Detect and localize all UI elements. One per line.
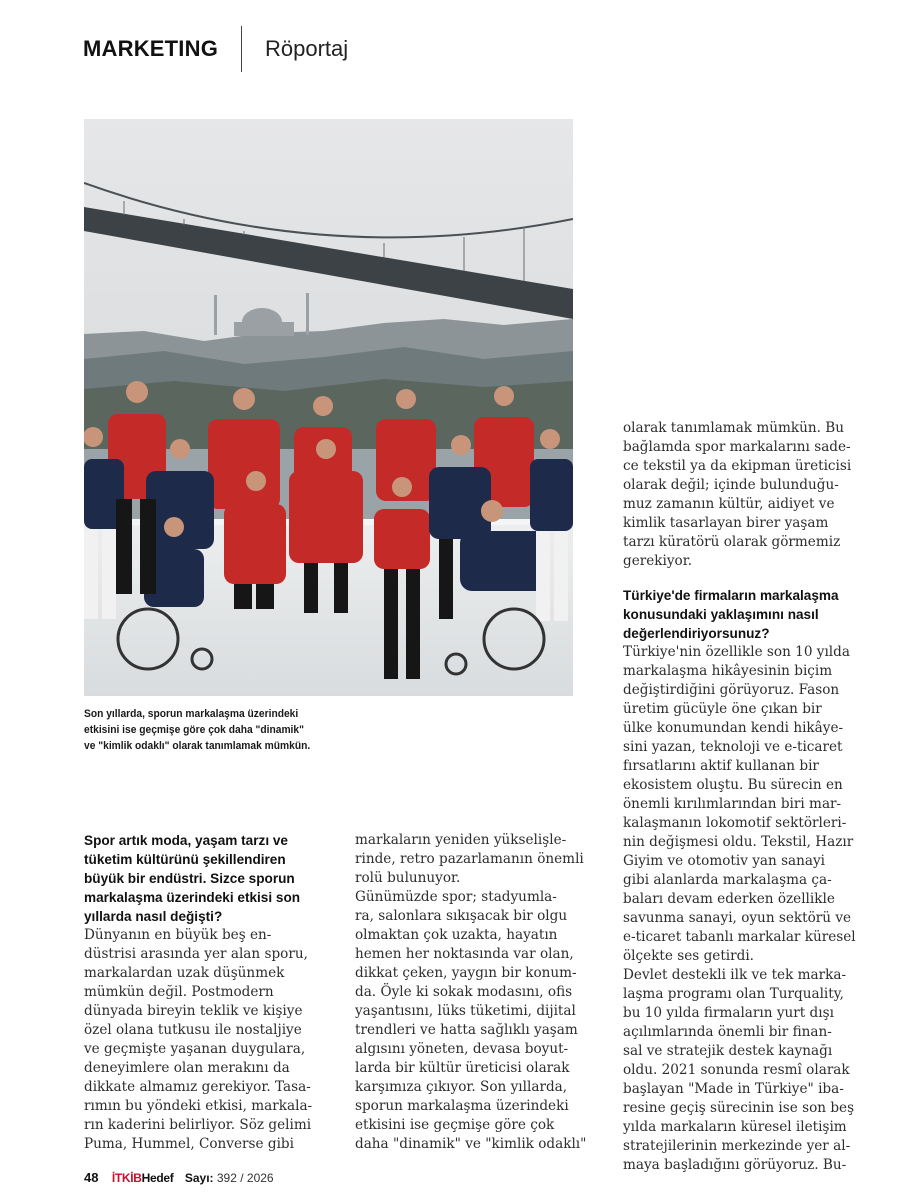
body-line: da. Öyle ki sokak modasını, ofis	[355, 984, 573, 1000]
photo-caption	[84, 706, 336, 754]
body-line: rımın bu yöndeki etkisi, markala-	[84, 1098, 313, 1114]
brand-suffix: Hedef	[141, 1171, 174, 1185]
body-line: başlayan "Made in Türkiye" iba-	[623, 1081, 844, 1097]
body-line: e-ticaret tabanlı markalar küresel	[623, 929, 856, 945]
body-line: muz zamanın kültür, aidiyet ve	[623, 496, 835, 512]
body-line: Devlet destekli ilk ve tek marka-	[623, 967, 847, 983]
body-line: fırsatlarını aktif kullanan bir	[623, 758, 819, 774]
body-line: ekosistem oluştu. Bu sürecin en	[623, 777, 843, 793]
section-subtitle: Röportaj	[265, 36, 349, 61]
body-line: stratejilerinin merkezinde yer al-	[623, 1138, 851, 1154]
question-line: tüketim kültürünü şekillendiren	[84, 852, 286, 867]
body-line: bu 10 yılda firmaların yurt dışı	[623, 1005, 834, 1021]
body-line: önemli kırılımlarından biri mar-	[623, 796, 842, 812]
body-line: ce tekstil ya da ekipman üreticisi	[623, 458, 852, 474]
magazine-logo	[112, 1171, 174, 1185]
body-line: ve geçmişte yaşanan duygulara,	[84, 1041, 306, 1057]
question-line: Türkiye'de firmaların markalaşma	[623, 588, 839, 603]
article-column-2	[355, 831, 585, 1154]
section-title: MARKETING	[83, 36, 219, 61]
body-line: rın kaderini belirliyor. Söz gelimi	[84, 1117, 312, 1133]
body-line: Puma, Hummel, Converse gibi	[84, 1136, 294, 1152]
body-line: dikkat çeken, yaygın bir konum-	[355, 965, 577, 981]
body-line: yaşantısını, lüks tüketimi, dijital	[355, 1003, 576, 1019]
question-line: büyük bir endüstri. Sizce sporun	[84, 871, 295, 886]
body-line: ülke konumundan kendi hikâye-	[623, 720, 844, 736]
body-line: Dünyanın en büyük beş en-	[84, 927, 272, 943]
paragraph-gap	[623, 571, 853, 586]
article-column-3	[623, 419, 856, 1175]
caption-line: Son yıllarda, sporun markalaşma üzerindeki	[84, 708, 299, 720]
body-line: değiştirdiğini görüyoruz. Fason	[623, 682, 840, 698]
body-line: larda bir kültür üreticisi olarak	[355, 1060, 570, 1076]
brand-prefix: İTKİB	[111, 1171, 142, 1185]
body-line: Türkiye'nin özellikle son 10 yılda	[623, 644, 850, 660]
caption-line: etkisini ise geçmişe göre çok daha "dinamik"	[84, 724, 304, 736]
body-line: karşımıza çıkıyor. Son yıllarda,	[355, 1079, 568, 1095]
body-line: markalardan uzak düşünmek	[84, 965, 285, 981]
body-line: resine geçiş sürecinin ise son beş	[623, 1100, 855, 1116]
body-line: gibi alanlarda markalaşma ça-	[623, 872, 832, 888]
question-line: markalaşma üzerindeki etkisi son	[84, 890, 301, 905]
issue-value: 392 / 2026	[216, 1171, 274, 1185]
body-line: tarzı küratörü olarak görmemiz	[623, 534, 841, 550]
body-line: dünyada bireyin teklik ve kişiye	[84, 1003, 303, 1019]
body-line: üretim gücüyle öne çıkan bir	[623, 701, 822, 717]
body-line: olmaktan çok uzakta, hayatın	[355, 927, 558, 943]
header-divider	[241, 26, 242, 72]
question-line: değerlendiriyorsunuz?	[623, 626, 770, 641]
body-line: kalaşmanın lokomotif sektörleri-	[623, 815, 847, 831]
body-line: trendleri ve hatta sağlıklı yaşam	[355, 1022, 578, 1038]
caption-line: ve "kimlik odaklı" olarak tanımlamak mümkün.	[84, 740, 311, 752]
body-line: maya başladığını görüyoruz. Bu-	[623, 1157, 847, 1173]
body-line: mümkün değil. Postmodern	[84, 984, 274, 1000]
body-line: markaların yeniden yükselişle-	[355, 832, 567, 848]
body-line: açılımlarında önemli bir finan-	[623, 1024, 832, 1040]
body-line: ra, salonlara sıkışacak bir olgu	[355, 908, 568, 924]
body-line: düstrisi arasında yer alan sporu,	[84, 946, 308, 962]
body-line: algısını yöneten, devasa boyut-	[355, 1041, 569, 1057]
body-line: oldu. 2021 sonunda resmî olarak	[623, 1062, 850, 1078]
body-line: olarak değil; içinde bulunduğu-	[623, 477, 839, 493]
body-line: baları devam ederken özellikle	[623, 891, 835, 907]
body-line: sal ve stratejik destek kaynağı	[623, 1043, 833, 1059]
body-line: Giyim ve otomotiv yan sanayi	[623, 853, 826, 869]
body-line: gerekiyor.	[623, 553, 693, 569]
body-line: deneyimlere olan merakını da	[84, 1060, 290, 1076]
body-line: Günümüzde spor; stadyumla-	[355, 889, 557, 905]
body-line: laşma programı olan Turquality,	[623, 986, 844, 1002]
body-line: kimlik tasarlayan birer yaşam	[623, 515, 829, 531]
body-line: dikkate almamız gerekiyor. Tasa-	[84, 1079, 311, 1095]
page-number: 48	[84, 1170, 99, 1185]
body-line: hemen her noktasında var olan,	[355, 946, 574, 962]
body-line: sini yazan, teknoloji ve e-ticaret	[623, 739, 843, 755]
question-line: konusundaki yaklaşımını nasıl	[623, 607, 819, 622]
question-line: yıllarda nasıl değişti?	[84, 909, 223, 924]
body-line: ölçekte ses getirdi.	[623, 948, 754, 964]
page-footer	[84, 1170, 274, 1185]
body-line: olarak tanımlamak mümkün. Bu	[623, 420, 845, 436]
body-line: savunma sanayi, oyun sektörü ve	[623, 910, 852, 926]
body-line: rinde, retro pazarlamanın önemli	[355, 851, 584, 867]
body-line: daha "dinamik" ve "kimlik odaklı"	[355, 1136, 587, 1152]
body-line: özel olana tutkusu ile nostaljiye	[84, 1022, 302, 1038]
team-photo-image	[84, 119, 573, 696]
issue-info	[185, 1171, 274, 1185]
body-line: markalaşma hikâyesinin biçim	[623, 663, 833, 679]
body-line: rolü bulunuyor.	[355, 870, 461, 886]
body-line: etkisini ise geçmişe göre çok	[355, 1117, 555, 1133]
question-line: Spor artık moda, yaşam tarzı ve	[84, 833, 288, 848]
team-photo	[84, 119, 573, 696]
article-column-1	[84, 831, 314, 1154]
body-line: yılda markaların küresel iletişim	[623, 1119, 847, 1135]
body-line: sporun markalaşma üzerindeki	[355, 1098, 569, 1114]
issue-label: Sayı:	[184, 1171, 214, 1185]
body-line: bağlamda spor markalarını sade-	[623, 439, 851, 455]
body-line: nin değişmesi oldu. Tekstil, Hazır	[623, 834, 854, 850]
